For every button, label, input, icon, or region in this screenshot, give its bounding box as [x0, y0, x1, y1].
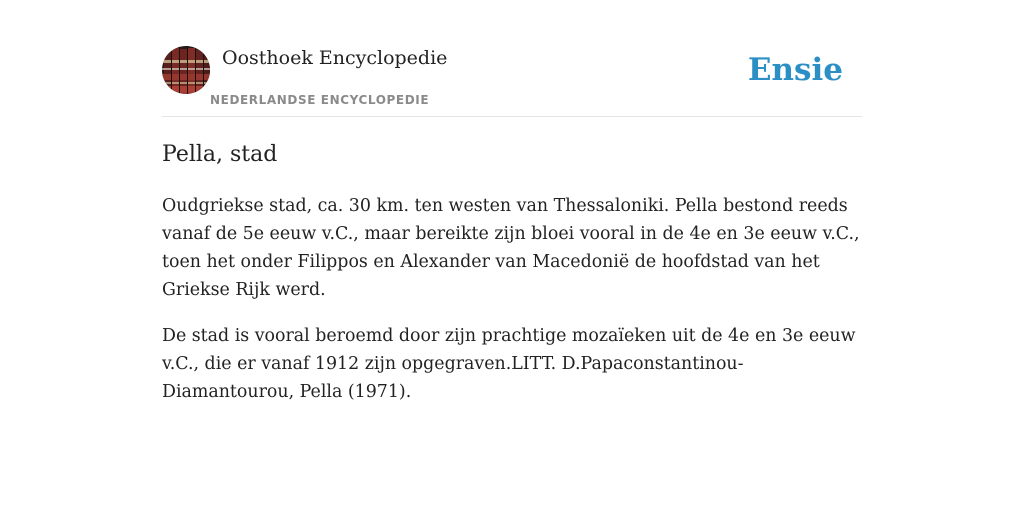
article-card — [162, 0, 862, 512]
source-subtitle: NEDERLANDSE ENCYCLOPEDIE — [210, 93, 430, 107]
entry-paragraph: De stad is vooral beroemd door zijn prachtige mozaïeken uit de 4e en 3e eeuw v.C., die er vanaf 1912 zijn opgegraven.LITT. D.Papaconstantinou-Diamantourou, Pella (1971). — [162, 326, 856, 402]
entry-title: Pella, stad — [162, 142, 278, 167]
source-header — [162, 0, 862, 117]
entry-paragraph: Oudgriekse stad, ca. 30 km. ten westen van Thessaloniki. Pella bestond reeds vanaf de 5e eeuw v.C., maar bereikte zijn bloei vooral in de 4e en 3e eeuw v.C., toen het onder Filippos en Alexander van Macedonië de hoofdstad van het Griekse Rijk werd. — [162, 196, 860, 300]
book-spines-icon — [162, 46, 210, 94]
brand-logo[interactable]: Ensie — [747, 52, 843, 88]
source-avatar[interactable] — [162, 46, 210, 94]
entry-body — [162, 192, 862, 424]
source-title[interactable]: Oosthoek Encyclopedie — [222, 47, 448, 69]
